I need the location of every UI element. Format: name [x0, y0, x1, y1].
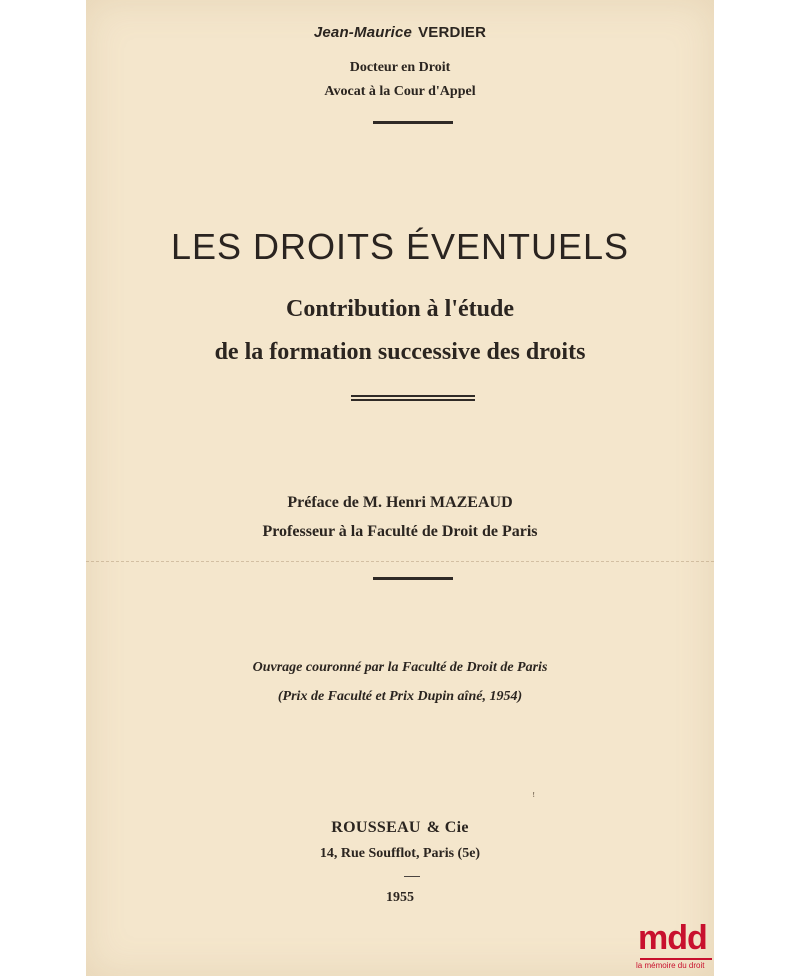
preface-author-title: Professeur à la Faculté de Droit de Paris	[262, 523, 538, 540]
award-line-1: Ouvrage couronné par la Faculté de Droit de Paris	[252, 660, 548, 675]
award-line-2: (Prix de Faculté et Prix Dupin aîné, 1954)	[277, 689, 523, 704]
author-given-name: Jean-Maurice	[313, 24, 413, 41]
book-title: LES DROITS ÉVENTUELS	[170, 226, 630, 267]
logo-tagline: la mémoire du droit	[636, 961, 705, 970]
mdd-watermark-logo	[632, 918, 716, 976]
short-dash-rule	[404, 876, 420, 877]
ink-speck: ꜝ	[532, 793, 536, 804]
publisher-company-suffix: & Cie	[426, 819, 469, 836]
preface-author: Préface de M. Henri MAZEAUD	[287, 494, 513, 511]
publisher-name	[86, 819, 714, 837]
author-position: Avocat à la Cour d'Appel	[324, 84, 476, 99]
author-family-name: VERDIER	[418, 24, 487, 41]
publisher-name-text: ROUSSEAU	[331, 819, 421, 836]
book-subtitle-line-1: Contribution à l'étude	[285, 296, 515, 322]
publisher-address: 14, Rue Soufflot, Paris (5e)	[319, 846, 481, 861]
publication-year: 1955	[386, 890, 414, 905]
author-degree: Docteur en Droit	[349, 60, 451, 75]
paper-fold-line	[86, 561, 714, 563]
author-name	[86, 24, 714, 41]
book-subtitle-line-2: de la formation successive des droits	[214, 339, 586, 365]
logo-wordmark: mdd	[638, 919, 707, 957]
title-page	[86, 0, 714, 976]
divider-rule	[373, 577, 453, 580]
logo-underline	[640, 958, 712, 960]
double-divider-rule	[351, 395, 475, 401]
divider-rule	[373, 121, 453, 124]
